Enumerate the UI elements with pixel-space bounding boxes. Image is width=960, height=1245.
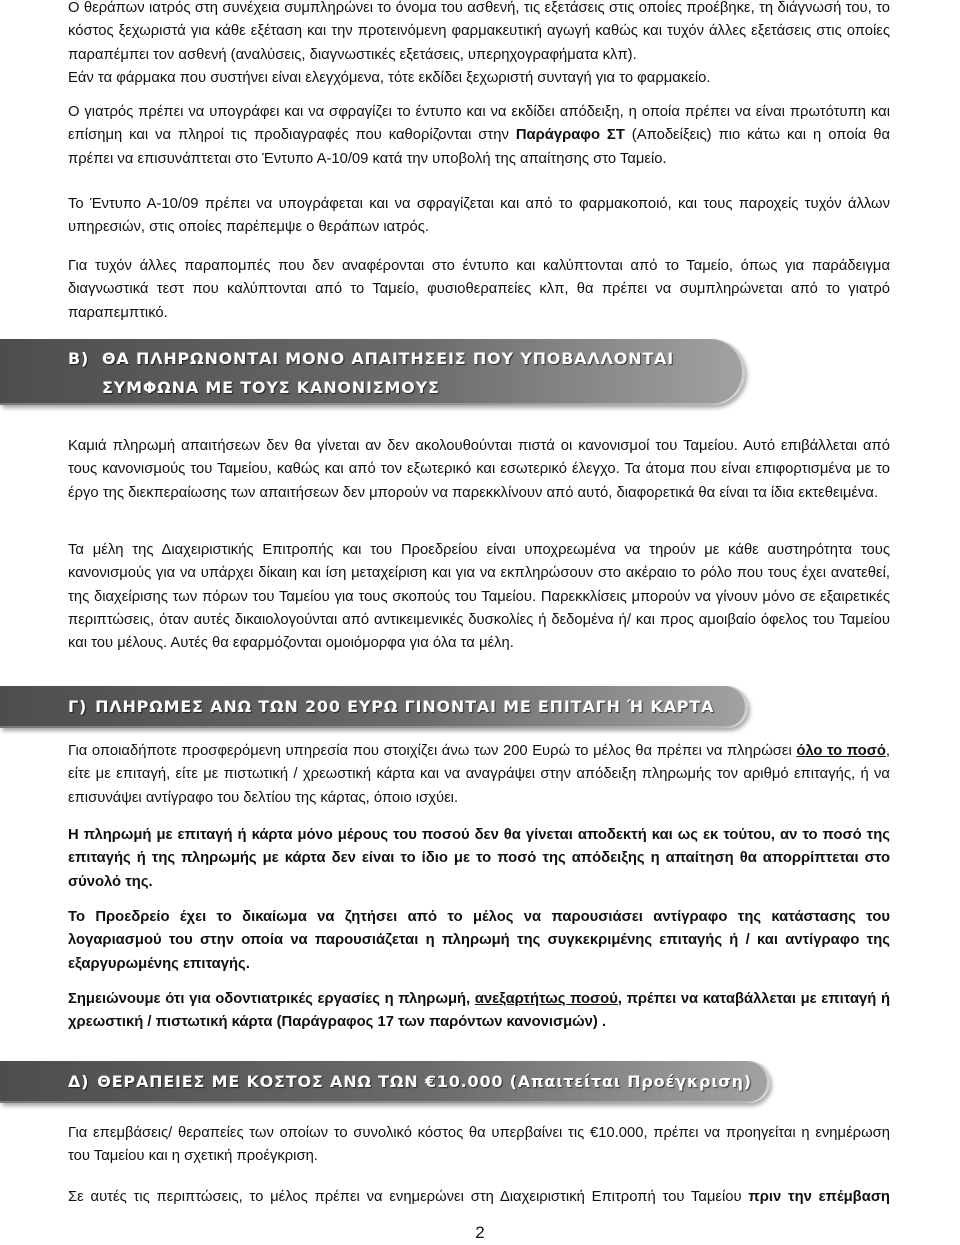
section-b-heading-bar	[0, 339, 745, 405]
section-b-heading-row-1	[68, 344, 674, 373]
section-c-paragraph-4	[68, 988, 890, 1035]
section-c-paragraph-1-text: Για οποιαδήποτε προσφερόμενη υπηρεσία που στοιχίζει άνω των 200 Ευρώ το μέλος θα πρέπει να πληρώσει	[68, 743, 797, 759]
section-c-heading	[68, 692, 714, 721]
intro-paragraph-2	[68, 101, 890, 171]
section-d-paragraph-2-text: Σε αυτές τις περιπτώσεις, το μέλος πρέπει να ενημερώνει στη Διαχειριστική Επιτροπή του Ταμείου	[68, 1189, 749, 1205]
regardless-of-amount-emphasis: ανεξαρτήτως ποσού	[474, 991, 618, 1007]
section-d-paragraph-2	[68, 1186, 890, 1209]
section-c-title: ΠΛΗΡΩΜΕΣ ΑΝΩ ΤΩΝ 200 ΕΥΡΩ ΓΙΝΟΝΤΑΙ ΜΕ ΕΠΙΤΑΓΗ Ή ΚΑΡΤΑ	[95, 697, 715, 716]
section-d-paragraph-1: Για επεμβάσεις/ θεραπείες των οποίων το συνολικό κόστος θα υπερβαίνει τις €10.000, πρέπει να προηγείται η ενημέρωση του Ταμείου και η σχετική προέγκριση.	[68, 1125, 890, 1165]
section-c-paragraph-2: Η πληρωμή με επιταγή ή κάρτα μόνο μέρους του ποσού δεν θα γίνεται αποδεκτή και ως εκ τούτου, αν το ποσό της επιταγής ή της πληρωμής με κάρτα δεν είναι το ίδιο με το ποσό της απόδειξης η απαίτηση θα απορρίπτεται στο σύνολό της.	[68, 827, 890, 890]
before-surgery-emphasis: πριν την επέμβαση	[748, 1189, 890, 1205]
intro-paragraph-1-part-a: Ο θεράπων ιατρός στη συνέχεια συμπληρώνει το όνομα του ασθενή, τις εξετάσεις στις οποίες προέβηκε, τη διάγνωσή του, το κόστος ξεχωριστά για κάθε εξέταση και την προτεινόμενη φαρμακευτική αγωγή καθώς και τυχόν άλλες εξετάσεις στις οποίες παραπέμπει τον ασθενή (αναλύσεις, διαγνωστικές εξετάσεις, υπερηχογραφήματα κλπ).	[68, 0, 890, 63]
intro-paragraph-2-text: Ο γιατρός πρέπει να υπογράφει και να σφραγίζει το έντυπο και να εκδίδει απόδειξη, η οποία πρέπει να είναι πρωτότυπη και επίσημη και να πληροί τις προδιαγραφές που καθορίζονται στην	[68, 104, 890, 144]
section-d-title: ΘΕΡΑΠΕΙΕΣ ΜΕ ΚΟΣΤΟΣ ΑΝΩ ΤΩΝ €10.000 (Απαιτείται Προέγκριση)	[97, 1072, 752, 1091]
section-d-label: Δ)	[68, 1072, 90, 1091]
section-c-heading-bar	[0, 686, 748, 728]
section-c-paragraph-1-text-end: , είτε με επιταγή, είτε με πιστωτική / χρεωστική κάρτα και να αναγράψει στην απόδειξη πληρωμής τον αριθμό επιταγής, ή να επισυνάψει αντίγραφο του δελτίου της κάρτας, όποιο ισχύει.	[68, 743, 890, 806]
intro-paragraph-1	[68, 0, 890, 90]
section-c-paragraph-3: Το Προεδρείο έχει το δικαίωμα να ζητήσει από το μέλος να παρουσιάσει αντίγραφο της κατάστασης του λογαριασμού του στην οποία να παρουσιάζεται η πληρωμή της συγκεκριμένης επιταγής ή / και αντίγραφο της εξαργυρωμένης επιταγής.	[68, 909, 890, 972]
intro-paragraph-1-part-b: Εάν τα φάρμακα που συστήνει είναι ελεγχόμενα, τότε εκδίδει ξεχωριστή συνταγή για το φαρμακείο.	[68, 69, 711, 86]
section-b-label: Β)	[68, 349, 90, 368]
intro-paragraph-4: Για τυχόν άλλες παραπομπές που δεν αναφέρονται στο έντυπο και καλύπτονται από το Ταμείο, όπως για παράδειγμα διαγνωστικά τεστ που καλύπτονται από το Ταμείο, φυσιοθεραπείες κλπ, θα πρέπει να συμπληρώνεται από το γιατρό παραπεμπτικό.	[68, 258, 890, 321]
section-b-paragraph-2: Τα μέλη της Διαχειριστικής Επιτροπής και του Προεδρείου είναι υποχρεωμένα να τηρούν με κάθε αυστηρότητα τους κανονισμούς για να υπάρχει δίκαιη και ίση μεταχείριση και για να εκπληρώσουν στο ακέραιο το ρόλο που τους έχει ανατεθεί, της διαχείρισης των πόρων του Ταμείου για τους σκοπούς του Ταμείου. Παρεκκλίσεις μπορούν να γίνουν μόνο σε εξαιρετικές περιπτώσεις, όταν αυτές δικαιολογούνται από αντικειμενικές δυσκολίες ή δεδομένα ή/ και προς αμοιβαίο όφελος του Ταμείου και του μέλους. Αυτές θα εφαρμόζονται ομοιόμορφα για όλα τα μέλη.	[68, 542, 890, 652]
section-c-paragraph-4-text: Σημειώνουμε ότι για οδοντιατρικές εργασίες η πληρωμή,	[68, 991, 475, 1007]
section-b-heading	[68, 344, 674, 402]
section-c-paragraph-4-text-end: , πρέπει να καταβάλλεται με επιταγή ή χρεωστική / πιστωτική κάρτα (Παράγραφος 17 των παρόντων κανονισμών) .	[68, 991, 891, 1031]
section-b-paragraph-1: Καμιά πληρωμή απαιτήσεων δεν θα γίνεται αν δεν ακολουθούνται πιστά οι κανονισμοί του Ταμείου. Αυτό επιβάλλεται από τους κανονισμούς του Ταμείου, καθώς και από τον εξωτερικό και εσωτερικό έλεγχο. Τα άτομα που είναι επιφορτισμένα με το έργο της διεκπεραίωσης των απαιτήσεων δεν μπορούν να παρεκκλίνουν από αυτό, διαφορετικά θα είναι τα ίδια εκτεθειμένα.	[68, 438, 890, 501]
intro-paragraph-3: Το Έντυπο Α-10/09 πρέπει να υπογράφεται και να σφραγίζεται και από το φαρμακοποιό, και τους παροχείς τυχόν άλλων υπηρεσιών, στις οποίες παρέπεμψε ο θεράπων ιατρός.	[68, 196, 890, 236]
section-b-title-line-2: ΣΥΜΦΩΝΑ ΜΕ ΤΟΥΣ ΚΑΝΟΝΙΣΜΟΥΣ	[102, 378, 440, 397]
section-d-heading	[68, 1067, 752, 1096]
intro-paragraph-2-text-end: (Αποδείξεις) πιο κάτω και η οποία θα πρέπει να επισυνάπτεται στο Έντυπο Α-10/09 κατά την υποβολή της απαίτησης στο Ταμείο.	[68, 127, 891, 167]
paragraph-reference: Παράγραφο ΣΤ	[515, 127, 625, 144]
section-b-heading-row-2	[68, 373, 674, 402]
section-b-title-line-1: ΘΑ ΠΛΗΡΩΝΟΝΤΑΙ ΜΟΝΟ ΑΠΑΙΤΗΣΕΙΣ ΠΟΥ ΥΠΟΒΑΛΛΟΝΤΑΙ	[102, 349, 674, 368]
section-c-paragraph-1	[68, 740, 890, 810]
page-number: 2	[475, 1223, 485, 1242]
full-amount-emphasis: όλο το ποσό	[796, 743, 886, 759]
section-c-label: Γ)	[68, 697, 88, 716]
section-d-heading-bar	[0, 1061, 770, 1103]
